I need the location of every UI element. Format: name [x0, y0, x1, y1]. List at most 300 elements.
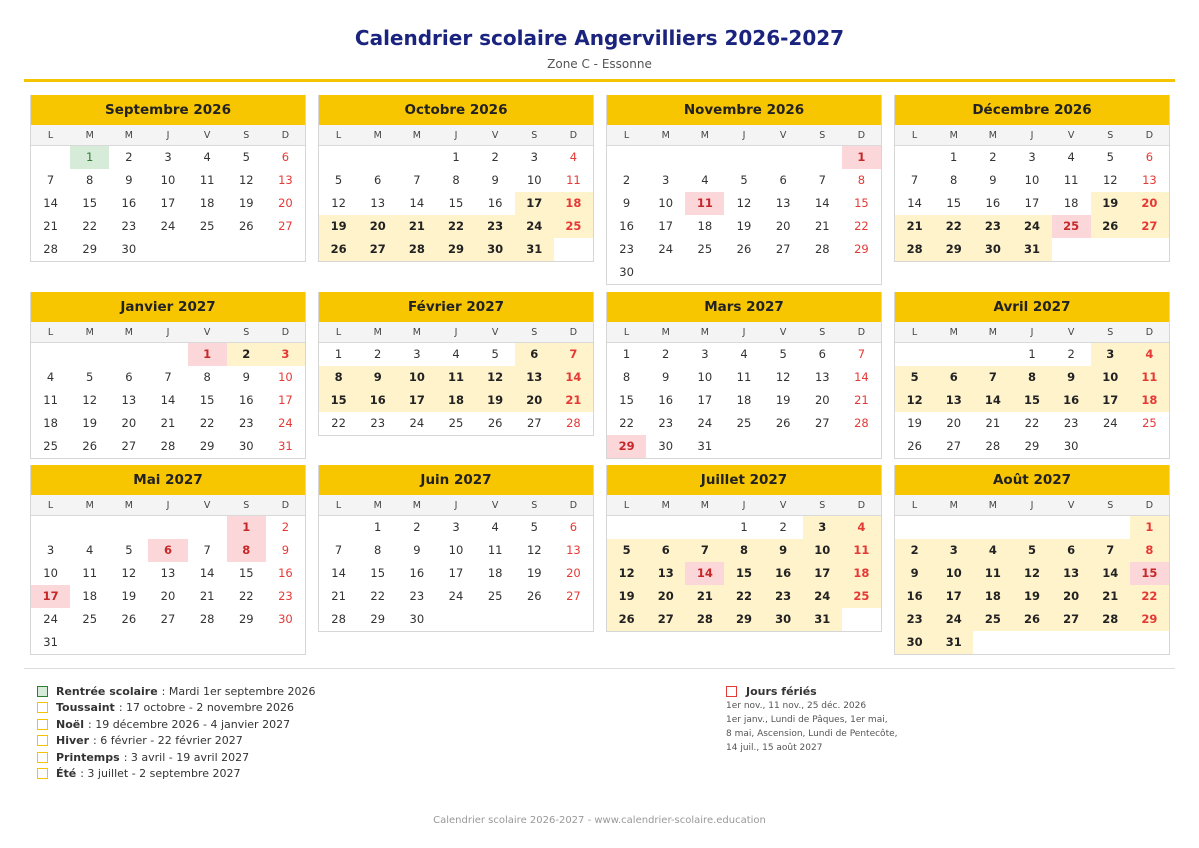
day-cell: 26 — [1091, 215, 1130, 238]
weekday-header — [31, 322, 305, 343]
day-cell: 19 — [526, 566, 542, 580]
weekday-label: J — [166, 500, 170, 511]
day-cell: 15 — [319, 389, 358, 412]
week-row — [895, 608, 1169, 631]
weekday-label: M — [949, 327, 958, 338]
day-cell: 21 — [397, 215, 436, 238]
day-cell: 10 — [526, 173, 542, 187]
month-title: Janvier 2027 — [31, 292, 305, 322]
weekday-label: S — [819, 130, 826, 141]
day-cell: 11 — [1130, 366, 1169, 389]
day-cell: 10 — [1091, 366, 1130, 389]
weekday-label: S — [1107, 327, 1114, 338]
day-cell: 9 — [895, 562, 934, 585]
day-cell: 28 — [895, 238, 934, 261]
weekday-label: M — [85, 327, 94, 338]
day-cell: 4 — [86, 543, 94, 557]
day-cell: 3 — [164, 150, 172, 164]
weekday-label: J — [166, 130, 170, 141]
day-cell: 16 — [658, 393, 674, 407]
day-cell: 22 — [619, 416, 634, 430]
day-cell: 7 — [910, 173, 919, 187]
empty-day-cell — [607, 516, 646, 539]
empty-day-cell — [397, 146, 436, 169]
day-cell: 3 — [662, 173, 670, 187]
day-cell: 30 — [409, 612, 425, 626]
weekday-label: M — [412, 327, 421, 338]
day-cell: 19 — [907, 416, 922, 430]
week-row — [319, 192, 593, 215]
day-cell: 1 — [740, 520, 748, 534]
day-cell: 2 — [989, 150, 997, 164]
day-cell: 30 — [973, 238, 1012, 261]
day-cell: 31 — [278, 439, 293, 453]
day-cell: 6 — [148, 539, 187, 562]
day-cell: 14 — [973, 389, 1012, 412]
weekday-header — [319, 495, 593, 516]
day-cell: 18 — [973, 585, 1012, 608]
weekday-label: M — [373, 130, 382, 141]
month-title: Avril 2027 — [895, 292, 1169, 322]
day-cell: 25 — [487, 589, 503, 603]
header-divider — [24, 79, 1175, 82]
week-row — [319, 146, 593, 169]
empty-day-cell — [1091, 435, 1130, 458]
day-cell: 24 — [658, 242, 674, 256]
day-cell: 30 — [658, 439, 674, 453]
empty-day-cell — [895, 343, 934, 366]
day-cell: 18 — [82, 589, 98, 603]
weekday-label: V — [1067, 500, 1075, 511]
day-cell: 8 — [950, 173, 958, 187]
empty-day-cell — [476, 608, 515, 631]
day-cell: 2 — [374, 347, 382, 361]
empty-day-cell — [842, 435, 881, 458]
day-cell: 6 — [818, 347, 826, 361]
day-cell: 15 — [238, 566, 254, 580]
day-cell: 24 — [803, 585, 842, 608]
week-row — [607, 585, 881, 608]
day-cell: 21 — [685, 585, 724, 608]
day-cell: 4 — [973, 539, 1012, 562]
day-cell: 8 — [857, 173, 866, 187]
day-cell: 1 — [1130, 516, 1169, 539]
day-cell: 18 — [1063, 196, 1079, 210]
day-cell: 11 — [736, 370, 752, 384]
day-cell: 27 — [946, 439, 962, 453]
day-cell: 26 — [1012, 608, 1051, 631]
weekday-label: L — [623, 500, 630, 511]
weekday-label: S — [1107, 130, 1114, 141]
day-cell: 31 — [697, 439, 713, 453]
weekday-header — [319, 125, 593, 146]
day-cell: 16 — [1052, 389, 1091, 412]
week-row — [31, 585, 305, 608]
month-calendar — [606, 95, 882, 285]
day-cell: 19 — [121, 589, 137, 603]
empty-day-cell — [1012, 631, 1051, 654]
day-cell: 2 — [125, 150, 133, 164]
day-cell: 12 — [82, 393, 98, 407]
weekday-label: D — [857, 327, 866, 338]
day-cell: 25 — [697, 242, 713, 256]
weekday-label: D — [1145, 130, 1154, 141]
week-row — [607, 238, 881, 261]
empty-day-cell — [188, 516, 227, 539]
empty-day-cell — [436, 608, 475, 631]
day-cell: 18 — [697, 219, 713, 233]
day-cell: 22 — [854, 219, 869, 233]
day-cell: 22 — [1130, 585, 1169, 608]
week-row — [31, 389, 305, 412]
day-cell: 13 — [370, 196, 386, 210]
day-cell: 30 — [278, 612, 293, 626]
month-title: Juin 2027 — [319, 465, 593, 495]
day-cell: 29 — [370, 612, 386, 626]
month-calendar — [894, 292, 1170, 459]
day-cell: 23 — [658, 416, 674, 430]
weekday-header — [319, 322, 593, 343]
day-cell: 10 — [803, 539, 842, 562]
day-cell: 22 — [331, 416, 346, 430]
weekday-label: D — [857, 130, 866, 141]
day-cell: 15 — [854, 196, 869, 210]
day-cell: 20 — [946, 416, 962, 430]
day-cell: 2 — [491, 150, 499, 164]
vacation-swatch-icon — [37, 702, 48, 713]
day-cell: 1 — [950, 150, 958, 164]
week-row — [607, 192, 881, 215]
week-row — [31, 215, 305, 238]
day-cell: 4 — [701, 173, 709, 187]
day-cell: 5 — [779, 347, 787, 361]
day-cell: 11 — [973, 562, 1012, 585]
empty-day-cell — [319, 516, 358, 539]
day-cell: 14 — [409, 196, 425, 210]
legend-item — [37, 749, 316, 766]
day-cell: 19 — [1091, 192, 1130, 215]
weekday-header — [31, 125, 305, 146]
day-cell: 4 — [1067, 150, 1075, 164]
week-row — [895, 585, 1169, 608]
day-cell: 21 — [1091, 585, 1130, 608]
empty-day-cell — [934, 343, 973, 366]
empty-day-cell — [646, 146, 685, 169]
day-cell: 18 — [436, 389, 475, 412]
legend-item-dates: : 3 avril - 19 avril 2027 — [123, 750, 250, 764]
day-cell: 26 — [487, 416, 503, 430]
empty-day-cell — [895, 146, 934, 169]
day-cell: 14 — [199, 566, 215, 580]
empty-day-cell — [1130, 435, 1169, 458]
day-cell: 10 — [43, 566, 58, 580]
day-cell: 16 — [764, 562, 803, 585]
weekday-label: S — [819, 500, 826, 511]
week-row — [31, 608, 305, 631]
day-cell: 7 — [973, 366, 1012, 389]
week-row — [895, 192, 1169, 215]
empty-day-cell — [842, 261, 881, 284]
day-cell: 26 — [736, 242, 752, 256]
day-cell: 13 — [278, 173, 293, 187]
day-cell: 30 — [619, 265, 634, 279]
weekday-label: M — [124, 327, 133, 338]
day-cell: 25 — [842, 585, 881, 608]
day-cell: 7 — [203, 543, 211, 557]
day-cell: 7 — [1091, 539, 1130, 562]
day-cell: 11 — [685, 192, 724, 215]
day-cell: 28 — [814, 242, 830, 256]
day-cell: 18 — [487, 566, 503, 580]
day-cell: 7 — [413, 173, 421, 187]
day-cell: 24 — [448, 589, 464, 603]
weekday-label: D — [857, 500, 866, 511]
day-cell: 8 — [1012, 366, 1051, 389]
weekday-header — [607, 322, 881, 343]
empty-day-cell — [934, 516, 973, 539]
week-row — [895, 631, 1169, 654]
day-cell: 19 — [736, 219, 752, 233]
legend-item-dates: : 19 décembre 2026 - 4 janvier 2027 — [88, 717, 291, 731]
day-cell: 13 — [934, 389, 973, 412]
day-cell: 14 — [1091, 562, 1130, 585]
day-cell: 3 — [530, 150, 538, 164]
holiday-line: 1er nov., 11 nov., 25 déc. 2026 — [726, 701, 867, 711]
week-row — [31, 192, 305, 215]
weekday-header — [607, 495, 881, 516]
weekday-label: M — [988, 130, 997, 141]
day-cell: 6 — [779, 173, 787, 187]
day-cell: 27 — [526, 416, 542, 430]
day-cell: 6 — [1052, 539, 1091, 562]
day-cell: 16 — [278, 566, 293, 580]
day-cell: 12 — [1102, 173, 1118, 187]
day-cell: 1 — [622, 347, 631, 361]
legend-item — [37, 700, 316, 717]
weekday-header — [31, 495, 305, 516]
day-cell: 31 — [1012, 238, 1051, 261]
empty-day-cell — [515, 608, 554, 631]
day-cell: 10 — [448, 543, 464, 557]
day-cell: 23 — [370, 416, 386, 430]
footer-text: Calendrier scolaire 2026-2027 - www.calendrier-scolaire.education — [433, 815, 766, 826]
day-cell: 27 — [775, 242, 791, 256]
weekday-label: V — [203, 500, 211, 511]
month-calendar — [894, 465, 1170, 655]
weekday-label: M — [661, 327, 670, 338]
day-cell: 24 — [409, 416, 425, 430]
week-row — [895, 539, 1169, 562]
weekday-label: V — [203, 327, 211, 338]
weekday-label: V — [203, 130, 211, 141]
weekday-label: L — [335, 130, 342, 141]
weekday-label: D — [281, 327, 290, 338]
week-row — [607, 608, 881, 631]
empty-day-cell — [1012, 516, 1051, 539]
week-row — [31, 631, 305, 654]
day-cell: 30 — [764, 608, 803, 631]
vacation-swatch-icon — [37, 768, 48, 779]
day-cell: 2 — [227, 343, 266, 366]
week-row — [31, 146, 305, 169]
empty-day-cell — [266, 631, 305, 654]
day-cell: 2 — [662, 347, 670, 361]
day-cell: 27 — [646, 608, 685, 631]
day-cell: 10 — [658, 196, 674, 210]
day-cell: 8 — [622, 370, 631, 384]
weekday-label: S — [243, 500, 250, 511]
day-cell: 21 — [814, 219, 830, 233]
day-cell: 5 — [1012, 539, 1051, 562]
week-row — [319, 585, 593, 608]
day-cell: 27 — [1130, 215, 1169, 238]
day-cell: 11 — [82, 566, 98, 580]
day-cell: 24 — [1102, 416, 1118, 430]
week-row — [319, 389, 593, 412]
day-cell: 29 — [436, 238, 475, 261]
day-cell: 10 — [934, 562, 973, 585]
day-cell: 9 — [358, 366, 397, 389]
weekday-label: D — [569, 327, 578, 338]
day-cell: 23 — [619, 242, 634, 256]
day-cell: 5 — [242, 150, 250, 164]
holidays-legend-title — [726, 683, 898, 699]
day-cell: 8 — [452, 173, 460, 187]
week-row — [319, 343, 593, 366]
day-cell: 29 — [607, 435, 646, 458]
day-cell: 3 — [46, 543, 55, 557]
day-cell: 11 — [43, 393, 58, 407]
day-cell: 6 — [515, 343, 554, 366]
day-cell: 22 — [724, 585, 763, 608]
empty-day-cell — [70, 631, 109, 654]
day-cell: 18 — [43, 416, 58, 430]
weekday-label: M — [373, 327, 382, 338]
vacation-legend — [37, 683, 316, 782]
weekday-label: V — [779, 500, 787, 511]
day-cell: 8 — [724, 539, 763, 562]
day-cell: 2 — [622, 173, 631, 187]
day-cell: 20 — [814, 393, 830, 407]
day-cell: 15 — [448, 196, 464, 210]
day-cell: 20 — [566, 566, 581, 580]
day-cell: 7 — [818, 173, 826, 187]
day-cell: 21 — [43, 219, 58, 233]
month-title: Octobre 2026 — [319, 95, 593, 125]
month-title: Août 2027 — [895, 465, 1169, 495]
day-cell: 24 — [934, 608, 973, 631]
day-cell: 7 — [685, 539, 724, 562]
day-cell: 9 — [764, 539, 803, 562]
day-cell: 16 — [985, 196, 1001, 210]
month-calendar — [606, 465, 882, 632]
day-cell: 12 — [476, 366, 515, 389]
day-cell: 16 — [238, 393, 254, 407]
day-cell: 9 — [1052, 366, 1091, 389]
page-subtitle: Zone C - Essonne — [547, 57, 652, 71]
day-cell: 30 — [895, 631, 934, 654]
day-cell: 23 — [278, 589, 293, 603]
weekday-label: L — [911, 327, 918, 338]
day-cell: 13 — [1052, 562, 1091, 585]
day-cell: 6 — [374, 173, 382, 187]
day-cell: 19 — [1012, 585, 1051, 608]
day-cell: 26 — [775, 416, 791, 430]
day-cell: 17 — [448, 566, 464, 580]
day-cell: 20 — [278, 196, 293, 210]
day-cell: 31 — [515, 238, 554, 261]
day-cell: 26 — [907, 439, 922, 453]
week-row — [319, 366, 593, 389]
day-cell: 17 — [160, 196, 176, 210]
legend-item — [37, 733, 316, 750]
day-cell: 1 — [70, 146, 109, 169]
day-cell: 23 — [409, 589, 425, 603]
day-cell: 11 — [436, 366, 475, 389]
weekday-label: L — [623, 130, 630, 141]
week-row — [895, 435, 1169, 458]
day-cell: 4 — [491, 520, 499, 534]
day-cell: 29 — [934, 238, 973, 261]
day-cell: 23 — [121, 219, 137, 233]
day-cell: 20 — [1130, 192, 1169, 215]
empty-day-cell — [1091, 238, 1130, 261]
day-cell: 1 — [842, 146, 881, 169]
legend-item — [37, 766, 316, 783]
weekday-label: V — [779, 130, 787, 141]
empty-day-cell — [266, 238, 305, 261]
weekday-label: S — [531, 500, 538, 511]
day-cell: 29 — [1130, 608, 1169, 631]
day-cell: 12 — [1012, 562, 1051, 585]
week-row — [319, 539, 593, 562]
page-title: Calendrier scolaire Angervilliers 2026-2027 — [354, 26, 845, 50]
holiday-line: 1er janv., Lundi de Pâques, 1er mai, — [726, 715, 888, 725]
day-cell: 11 — [487, 543, 503, 557]
month-calendar — [30, 465, 306, 655]
day-cell: 21 — [199, 589, 215, 603]
day-cell: 13 — [775, 196, 791, 210]
empty-day-cell — [973, 343, 1012, 366]
day-cell: 4 — [1130, 343, 1169, 366]
weekday-label: V — [1067, 130, 1075, 141]
weekday-label: L — [47, 327, 54, 338]
week-row — [607, 366, 881, 389]
day-cell: 4 — [569, 150, 578, 164]
weekday-label: L — [911, 500, 918, 511]
legend-item-name: Hiver — [56, 734, 90, 748]
month-calendar — [30, 95, 306, 262]
weekday-label: J — [166, 327, 170, 338]
day-cell: 29 — [238, 612, 254, 626]
day-cell: 19 — [319, 215, 358, 238]
day-cell: 26 — [82, 439, 98, 453]
day-cell: 15 — [1130, 562, 1169, 585]
empty-day-cell — [188, 631, 227, 654]
day-cell: 25 — [736, 416, 752, 430]
weekday-header — [607, 125, 881, 146]
empty-day-cell — [607, 146, 646, 169]
weekday-label: S — [1107, 500, 1114, 511]
day-cell: 25 — [199, 219, 215, 233]
legend-item-name: Toussaint — [56, 701, 115, 715]
legend-item — [37, 716, 316, 733]
day-cell: 3 — [1028, 150, 1036, 164]
legend-item-dates: : 3 juillet - 2 septembre 2027 — [80, 767, 241, 781]
day-cell: 18 — [1130, 389, 1169, 412]
day-cell: 23 — [1063, 416, 1079, 430]
legend-item — [37, 683, 316, 700]
